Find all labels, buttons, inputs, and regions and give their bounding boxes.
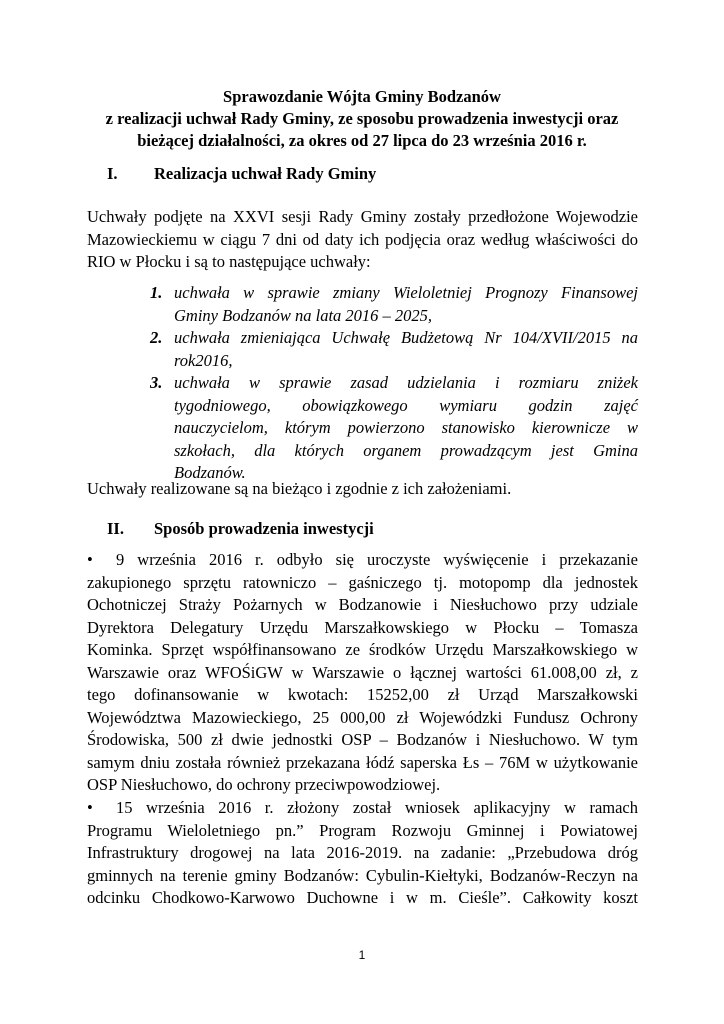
- bullet-line: OSP Niesłuchowo, do ochrony przeciwpowodziowej.: [87, 775, 441, 794]
- intro-line: Mazowieckiemu w ciągu 7 dni od daty ich podjęcia oraz według właściwości do: [87, 229, 638, 249]
- bullet-line: odcinku Chodkowo-Karwowo Duchowne i w m. Cieśle”. Całkowity koszt: [87, 888, 638, 907]
- bullet-line: gminnych na terenie gminy Bodzanów: Cybulin-Kiełtyki, Bodzanów-Reczyn na: [87, 865, 638, 885]
- intro-line: Uchwały podjęte na XXVI sesji Rady Gminy zostały przedłożone Wojewodzie: [87, 207, 638, 226]
- bullet-line: 9 września 2016 r. odbyło się uroczyste wyświęcenie i przekazanie: [116, 550, 638, 569]
- page-number: 1: [358, 948, 366, 962]
- list-item-line: Bodzanów.: [174, 463, 246, 482]
- section-2-number: II.: [107, 519, 124, 538]
- bullet-line: Warszawie oraz WFOŚiGW w Warszawie o łącznej wartości 61.008,00 zł, z: [87, 662, 638, 682]
- section-2-title: Sposób prowadzenia inwestycji: [154, 519, 374, 538]
- bullet-icon: •: [87, 798, 93, 817]
- intro-line: RIO w Płocku i są to następujące uchwały:: [87, 252, 371, 271]
- list-item-line: nauczycielom, którym powierzono stanowisko kierownicze w: [174, 418, 638, 437]
- bullet-line: Programu Wieloletniego pn.” Program Rozwoju Gminnej i Powiatowej: [87, 820, 638, 840]
- bullet-line: samym dniu została również przekazana łódź saperska Łs – 76M w użytkowanie: [87, 752, 638, 772]
- section-1-heading: [107, 163, 376, 185]
- section-1-number: I.: [107, 164, 118, 183]
- bullet-line: 15 września 2016 r. złożony został wniosek aplikacyjny w ramach: [116, 798, 638, 817]
- list-item: [150, 327, 638, 372]
- list-item-line: tygodniowego, obowiązkowego wymiaru godzin zajęć: [174, 395, 638, 415]
- bullet-line: Kominka. Sprzęt współfinansowano ze środków Urzędu Marszałkowskiego w: [87, 640, 638, 659]
- bullet-line: Infrastruktury drogowej na lata 2016-2019. na zadanie: „Przebudowa dróg: [87, 843, 638, 862]
- list-item-line: Gminy Bodzanów na lata 2016 – 2025,: [174, 305, 433, 325]
- title-line-2: z realizacji uchwał Rady Gminy, ze sposobu prowadzenia inwestycji oraz: [105, 109, 619, 128]
- list-item-number: 3.: [150, 373, 163, 392]
- list-item: [150, 372, 638, 485]
- bullet-line: Dyrektora Delegatury Urzędu Marszałkowskiego w Płocku – Tomasza: [87, 617, 638, 637]
- section-2-bullet-2: [87, 797, 638, 910]
- section-1-title: Realizacja uchwał Rady Gminy: [154, 164, 377, 183]
- resolutions-list: [150, 282, 638, 485]
- bullet-line: Ochotniczej Straży Pożarnych w Bodzanowie i Niesłuchowo przy udziale: [87, 595, 638, 614]
- section-2-bullet-1: [87, 549, 638, 797]
- section-1-closing: Uchwały realizowane są na bieżąco i zgodnie z ich założeniami.: [87, 479, 512, 498]
- bullet-line: Środowiska, 500 zł dwie jednostki OSP – Bodzanów i Niesłuchowo. W tym: [87, 730, 638, 749]
- list-item-line: uchwała zmieniająca Uchwałę Budżetową Nr 104/XVII/2015 na: [174, 328, 638, 347]
- list-item-number: 2.: [150, 328, 163, 347]
- list-item-number: 1.: [150, 283, 163, 302]
- title-line-1: Sprawozdanie Wójta Gminy Bodzanów: [223, 87, 501, 106]
- section-1-intro: [87, 206, 638, 274]
- list-item-line: szkołach, dla których organem prowadzącym jest Gmina: [174, 440, 638, 460]
- title-line-3: bieżącej działalności, za okres od 27 lipca do 23 września 2016 r.: [137, 131, 587, 150]
- list-item-line: uchwała w sprawie zasad udzielania i rozmiaru zniżek: [174, 373, 638, 392]
- bullet-line: zakupionego sprzętu ratowniczo – gaśniczego tj. motopomp dla jednostek: [87, 572, 638, 592]
- list-item: [150, 282, 638, 327]
- document-title: [0, 86, 724, 152]
- list-item-line: uchwała w sprawie zmiany Wieloletniej Prognozy Finansowej: [174, 283, 638, 302]
- list-item-line: rok2016,: [174, 350, 233, 370]
- bullet-line: Województwa Mazowieckiego, 25 000,00 zł Wojewódzki Fundusz Ochrony: [87, 707, 638, 727]
- bullet-line: tego dofinansowanie w kwotach: 15252,00 zł Urząd Marszałkowski: [87, 685, 638, 704]
- section-2-heading: [107, 518, 374, 540]
- bullet-icon: •: [87, 550, 93, 569]
